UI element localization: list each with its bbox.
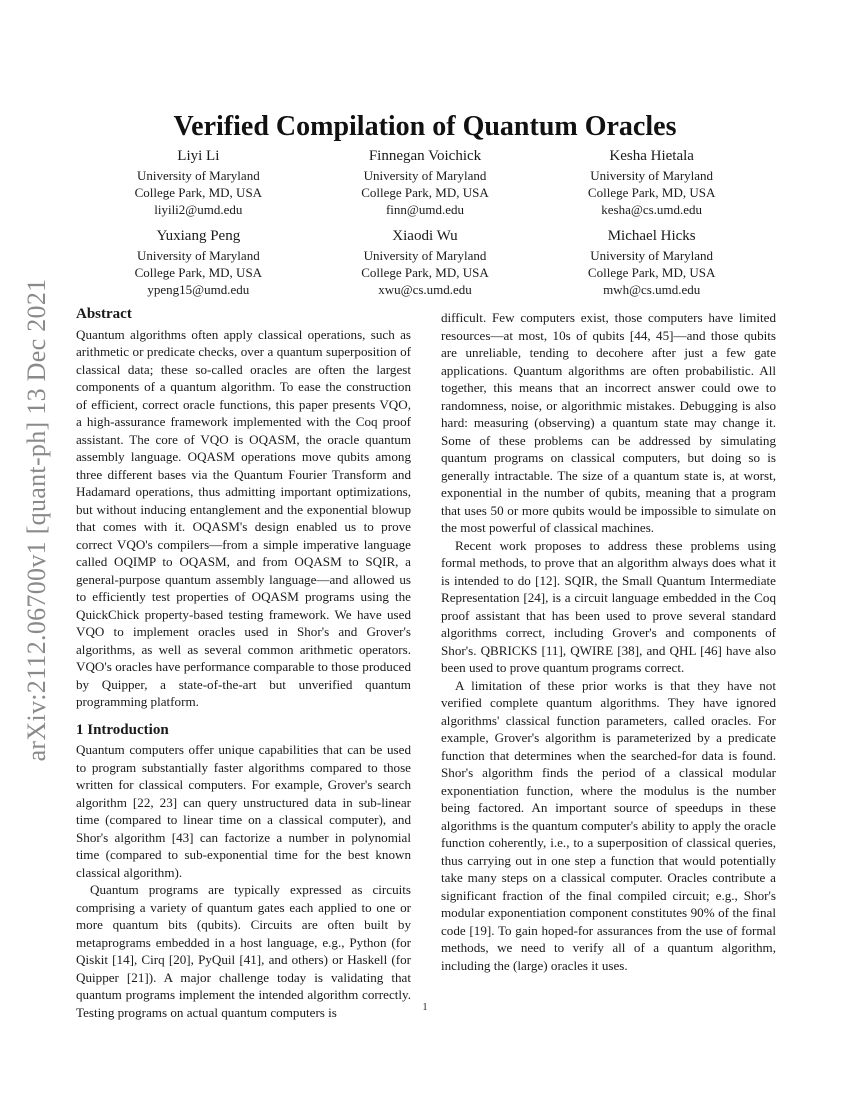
author-affiliation: University of Maryland: [363, 168, 487, 183]
author-affiliation: University of Maryland: [363, 248, 487, 263]
intro-paragraph: Quantum programs are typically expressed as circuits comprising a variety of quantum gates each applied to one or more quantum bits (qubits). Circuits are often built by metaprograms embedded in a host language, e.g., Python (for Qiskit [14], Cirq [20], PyQuil [41], and others) or Haskell (for Quipper [21]). A major challenge today is validating that quantum programs implement the intended algorithm correctly. Testing programs on actual quantum computers is: [76, 882, 411, 1020]
author-card: [85, 147, 312, 218]
author-email: mwh@cs.umd.edu: [603, 282, 701, 297]
author-card: [538, 227, 765, 298]
abstract-heading: Abstract: [76, 306, 132, 322]
author-card: [85, 227, 312, 298]
author-location: College Park, MD, USA: [361, 265, 489, 280]
intro-paragraph: A limitation of these prior works is that they have not verified complete quantum algorithms. They have ignored algorithms' classical function parameters, called oracles. For example, Grover's algorithm is parameterized by a predicate function that determines when the searched-for data is found. Shor's algorithm finds the period of a classical modular exponentiation function, where the modulus is the number being factored. An important source of speedups in these algorithms is the quantum computer's ability to apply the oracle function coherently, i.e., to a superposition of classical queries, thus carrying out in one step a function that would potentially take many steps on a classical computer. Oracles contribute a significant fraction of the final compiled circuit; e.g., Shor's modular exponentiation component constitutes 90% of the final code [19]. To gain hoped-for assurances from the use of formal methods, we need to verify all of a quantum algorithm, including the (large) oracles it uses.: [441, 677, 776, 973]
author-card: [538, 147, 765, 218]
author-name: Xiaodi Wu: [392, 228, 458, 244]
author-name: Yuxiang Peng: [156, 228, 241, 244]
author-location: College Park, MD, USA: [134, 265, 263, 280]
author-location: College Park, MD, USA: [587, 265, 716, 280]
author-block: [85, 147, 765, 307]
author-location: College Park, MD, USA: [361, 185, 489, 200]
author-email: kesha@cs.umd.edu: [601, 202, 703, 217]
abstract-text: Quantum algorithms often apply classical operations, such as arithmetic or predicate checks, over a quantum superposition of classical data; these so-called oracles are often the largest components of a quantum algorithm. To ease the construction of efficient, correct oracle functions, this paper presents VQO, a high-assurance framework implemented with the Coq proof assistant. The core of VQO is OQASM, the oracle quantum assembly language. OQASM operations move qubits among three different bases via the Quantum Fourier Transform and Hadamard operations, thus admitting important optimizations, but without inducing entanglement and the exponential blowup that comes with it. OQASM's design enabled us to prove correct VQO's compilers—from a simple imperative language called OQIMP to OQASM, and from OQASM to SQIR, a general-purpose quantum assembly language—and allowed us to efficiently test properties of OQASM programs using the QuickChick property-based testing framework. We have used VQO to implement oracles used in Shor's and Grover's algorithms, as well as several common arithmetic operators. VQO's oracles have performance comparable to those produced by Quipper, a state-of-the-art but unverified quantum programming platform.: [76, 326, 411, 709]
paper-title: Verified Compilation of Quantum Oracles: [173, 110, 677, 142]
author-name: Michael Hicks: [607, 228, 696, 244]
author-location: College Park, MD, USA: [134, 185, 263, 200]
intro-paragraph: Recent work proposes to address these problems using formal methods, to prove that an algorithm always does what it is intended to do [12]. SQIR, the Small Quantum Intermediate Representation [24], is a circuit language embedded in the Coq proof assistant that has been used to prove several standard algorithms correct, including Grover's and components of Shor's. QBRICKS [11], QWIRE [38], and QHL [46] have also been used to prove quantum programs correct.: [441, 537, 776, 675]
author-name: Kesha Hietala: [609, 148, 694, 164]
author-affiliation: University of Maryland: [590, 248, 714, 263]
right-column: [441, 309, 776, 974]
author-row: [85, 227, 765, 298]
author-affiliation: University of Maryland: [136, 168, 260, 183]
author-email: ypeng15@umd.edu: [147, 282, 250, 297]
author-affiliation: University of Maryland: [590, 168, 714, 183]
introduction-heading: 1 Introduction: [76, 721, 169, 738]
author-name: Liyi Li: [177, 148, 220, 164]
author-card: [312, 147, 539, 218]
author-row: [85, 147, 765, 218]
author-email: liyili2@umd.edu: [154, 202, 243, 217]
author-card: [312, 227, 539, 298]
page-number: 1: [422, 1002, 428, 1013]
author-location: College Park, MD, USA: [587, 185, 716, 200]
author-affiliation: University of Maryland: [136, 248, 260, 263]
intro-paragraph: Quantum computers offer unique capabilities that can be used to program substantially faster algorithms compared to those written for classical computers. For example, Grover's search algorithm [22, 23] can query unstructured data in sub-linear time (compared to linear time on a classical computer), and Shor's algorithm [43] can factorize a number in polynomial time (compared to sub-exponential time for the best known classical algorithm).: [76, 742, 411, 880]
author-email: finn@umd.edu: [385, 202, 465, 217]
left-column: [76, 306, 411, 1021]
author-email: xwu@cs.umd.edu: [378, 282, 472, 297]
arxiv-identifier-stamp: arXiv:2112.06700v1 [quant-ph] 13 Dec 2021: [22, 278, 51, 762]
intro-paragraph: difficult. Few computers exist, those computers have limited resources—at most, 10s of qubits [44, 45]—and those qubits are unreliable, tending to decohere after just a few gate applications. Quantum algorithms are often probabilistic. All together, this means that an incorrect answer could owe to randomness, noise, or algorithmic mistakes. Debugging is also hard: measuring (observing) a quantum state may change it. Some of these problems can be addressed by simulating quantum programs on classical computers, but doing so is generally intractable. The size of a quantum state is, at worst, exponential in the number of qubits, meaning that a program that uses 50 or more qubits would be impossible to simulate on the most powerful of classical machines.: [441, 310, 776, 535]
author-name: Finnegan Voichick: [368, 148, 482, 164]
